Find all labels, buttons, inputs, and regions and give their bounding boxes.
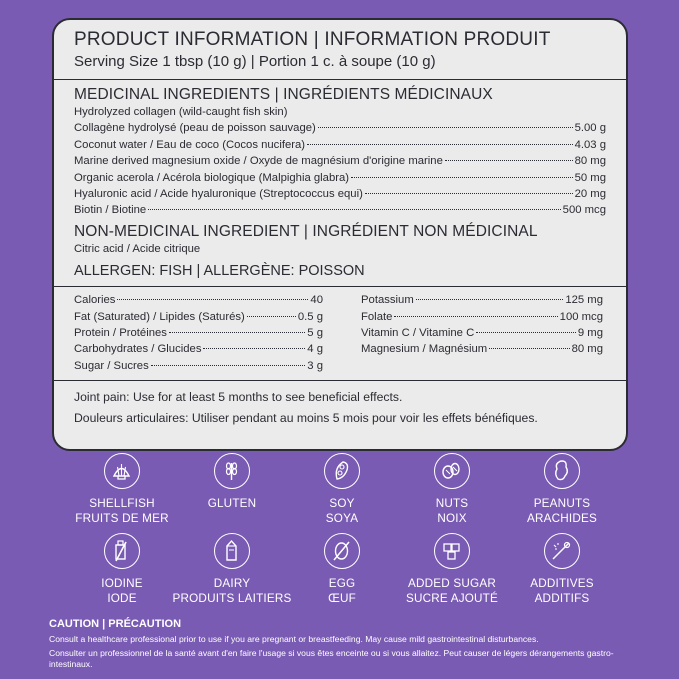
nutrient-label: Carbohydrates / Glucides [74,343,202,356]
additives-icon [544,533,580,569]
medicinal-ingredient-row [74,186,606,202]
dot-leader [476,332,576,333]
nutrient-row [361,341,603,357]
caution-text-en: Consult a healthcare professional prior to use if you are pregnant or breastfeeding. May cause mild gastrointestinal disturbances. [49,634,539,644]
free-from-label-fr: SOYA [325,512,359,525]
nutrient-label: Sugar / Sucres [74,359,149,372]
medicinal-ingredient-value: 500 mcg [562,204,606,217]
dot-leader [247,316,296,317]
nutrition-section [54,287,626,381]
nutrient-row [361,292,603,308]
medicinal-ingredient-value: 50 mg [574,171,606,184]
free-from-label-en: EGG [328,577,356,590]
free-from-label-fr: ŒUF [328,592,356,605]
dot-leader [416,299,564,300]
dot-leader [151,365,306,366]
free-from-item [496,533,628,606]
product-info-panel [52,18,628,451]
ingredients-section [54,80,626,287]
medicinal-ingredient-row [74,170,606,186]
medicinal-ingredient-label: Collagène hydrolysé (peau de poisson sauvage) [74,122,316,135]
medicinal-list [74,120,606,218]
free-from-label-en: GLUTEN [207,497,257,510]
joint-section [54,381,626,434]
nutrient-value: 4 g [307,343,323,356]
dot-leader [203,348,305,349]
free-from-label-fr: IODE [107,592,137,605]
panel-title: PRODUCT INFORMATION | INFORMATION PRODUIT [74,29,551,50]
medicinal-ingredient-row [74,120,606,136]
nutrient-value: 9 mg [577,327,603,340]
medicinal-ingredient-row [74,137,606,153]
medicinal-ingredient-label: Organic acerola / Acérola biologique (Malpighia glabra) [74,171,350,184]
egg-icon [324,533,360,569]
nutrient-value: 125 mg [565,294,603,307]
medicinal-ingredient-label: Marine derived magnesium oxide / Oxyde de magnésium d'origine marine [74,155,443,168]
free-from-label-en: SHELLFISH [89,497,155,510]
caution-text-fr: Consulter un professionnel de la santé avant d'en faire l'usage si vous êtes enceinte ou si vous allaitez. Peut causer de légers dérangements gastro-intestinaux. [49,648,614,669]
dot-leader [351,177,573,178]
caution-title: CAUTION | PRÉCAUTION [49,618,182,630]
peanuts-icon [544,453,580,489]
non-medicinal-text: Citric acid / Acide citrique [74,242,201,255]
nutrient-row [361,309,603,325]
joint-text-fr: Douleurs articulaires: Utiliser pendant au moins 5 mois pour voir les effets bénéfiques. [74,410,538,425]
allergen-statement: ALLERGEN: FISH | ALLERGÈNE: POISSON [74,263,365,280]
nutrient-value: 0.5 g [297,310,323,323]
dot-leader [169,332,305,333]
free-from-label [496,496,628,526]
medicinal-ingredient-label: Hyaluronic acid / Acide hyaluronique (Streptococcus equi) [74,188,363,201]
nutrient-row [74,341,323,357]
nutrient-label: Protein / Protéines [74,327,167,340]
medicinal-ingredient-value: 20 mg [574,188,606,201]
free-from-label-en: ADDITIVES [530,577,594,590]
dot-leader [445,160,573,161]
nutrient-label: Folate [361,310,393,323]
nutrition-column-right [361,292,603,374]
dot-leader [394,316,557,317]
nutrient-value: 80 mg [571,343,603,356]
joint-text-en: Joint pain: Use for at least 5 months to see beneficial effects. [74,390,403,405]
medicinal-ingredient-row [74,202,606,218]
dot-leader [318,127,573,128]
medicinal-ingredient-label: Biotin / Biotine [74,204,147,217]
dot-leader [307,144,573,145]
nutrient-value: 100 mcg [559,310,603,323]
dot-leader [117,299,308,300]
nutrient-label: Potassium [361,294,414,307]
free-from-label-en: ADDED SUGAR [408,577,496,590]
free-from-label-en: IODINE [101,577,143,590]
nutrient-value: 3 g [307,359,323,372]
free-from-label-fr: SUCRE AJOUTÉ [405,592,499,605]
free-from-label-fr: ARACHIDES [527,512,597,525]
free-from-label-fr: ADDITIFS [534,592,590,605]
dot-leader [365,193,573,194]
dairy-icon [214,533,250,569]
medicinal-ingredient-row [74,153,606,169]
free-from-label [496,576,628,606]
medicinal-ingredient-value: 5.00 g [574,122,606,135]
nutrient-label: Calories [74,294,116,307]
nuts-icon [434,453,470,489]
nutrient-label: Magnesium / Magnésium [361,343,488,356]
nutrient-row [74,309,323,325]
nutrient-row [74,292,323,308]
medicinal-ingredient-value: 80 mg [574,155,606,168]
dot-leader [489,348,569,349]
free-from-item [496,453,628,526]
nutrient-value: 40 [310,294,323,307]
nutrient-value: 5 g [307,327,323,340]
header-section [54,20,626,80]
free-from-label-fr: FRUITS DE MER [75,512,169,525]
nutrient-row [74,325,323,341]
medicinal-ingredient-value: 4.03 g [574,138,606,151]
soy-icon [324,453,360,489]
medicinal-first-line: Hydrolyzed collagen (wild-caught fish skin) [74,106,288,118]
medicinal-ingredient-label: Coconut water / Eau de coco (Cocos nucifera) [74,138,306,151]
nutrient-row [361,325,603,341]
non-medicinal-heading: NON-MEDICINAL INGREDIENT | INGRÉDIENT NON MÉDICINAL [74,222,538,240]
iodine-icon [104,533,140,569]
serving-size: Serving Size 1 tbsp (10 g) | Portion 1 c. à soupe (10 g) [74,53,436,70]
free-from-label-fr: NOIX [437,512,467,525]
nutrient-row [74,358,323,374]
dot-leader [148,209,560,210]
gluten-icon [214,453,250,489]
nutrient-label: Fat (Saturated) / Lipides (Saturés) [74,310,245,323]
free-from-label-en: NUTS [435,497,469,510]
free-from-label-en: PEANUTS [533,497,591,510]
shellfish-icon [104,453,140,489]
nutrient-label: Vitamin C / Vitamine C [361,327,475,340]
medicinal-heading: MEDICINAL INGREDIENTS | INGRÉDIENTS MÉDICINAUX [74,86,493,103]
free-from-label-en: SOY [329,497,355,510]
free-from-label-en: DAIRY [213,577,251,590]
caution-section [49,617,649,670]
nutrition-column-left [74,292,323,374]
added-sugar-icon [434,533,470,569]
free-from-label-fr: PRODUITS LAITIERS [172,592,292,605]
